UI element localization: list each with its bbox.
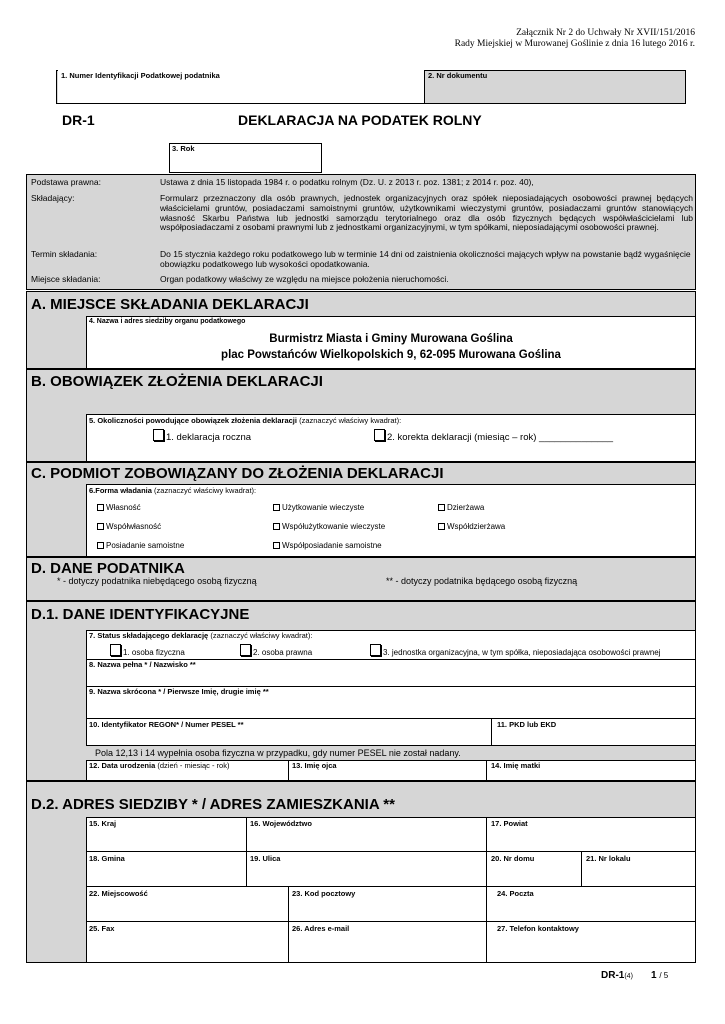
birth-date-label-text: 12. Data urodzenia <box>89 761 156 770</box>
wlasnosc-checkbox[interactable] <box>97 504 104 511</box>
attachment-header <box>455 28 695 51</box>
attachment-line-2: Rady Miejskiej w Murowanej Goślinie z dnia 16 lutego 2016 r. <box>454 39 695 50</box>
correction-checkbox[interactable] <box>374 429 385 441</box>
deadline-label: Termin składania: <box>31 249 98 259</box>
tax-office-address: plac Powstańców Wielkopolskich 9, 62-095 Murowana Goślina <box>221 349 561 361</box>
deadline-text: Do 15 stycznia każdego roku podatkowego lub w terminie 14 dni od zaistnienia okoliczności mających wpływ na powstanie bądź wygaśnięcie obowiązku podatkowego lub wysokości opodatkowania. <box>160 249 691 269</box>
posiadanie-checkbox[interactable] <box>97 542 104 549</box>
section-a-title: A. MIEJSCE SKŁADANIA DEKLARACJI <box>31 296 309 313</box>
note-legal-person: * - dotyczy podatnika niebędącego osobą fizyczną <box>57 576 257 586</box>
ownership-hint: (zaznaczyć właściwy kwadrat): <box>154 486 257 495</box>
voivodeship-label: 16. Województwo <box>250 819 312 828</box>
street-label: 19. Ulica <box>250 854 281 863</box>
birth-date-label <box>89 762 229 770</box>
natural-checkbox[interactable] <box>110 644 121 656</box>
wspoluzytkowanie-checkbox[interactable] <box>273 523 280 530</box>
regon-pesel-label: 10. Identyfikator REGON* / Numer PESEL ** <box>89 720 244 729</box>
wspoldzierzawa-label: Współdzierżawa <box>447 522 506 531</box>
posiadanie-label: Posiadanie samoistne <box>106 541 185 550</box>
annual-label: 1. deklaracja roczna <box>166 432 252 443</box>
pkd-label: 11. PKD lub EKD <box>497 720 557 729</box>
wspolwlasnosc-checkbox[interactable] <box>97 523 104 530</box>
org-label: 3. jednostka organizacyjna, w tym spółka, nieposiadająca osobowości prawnej <box>383 648 661 657</box>
top-divider <box>424 70 425 104</box>
attachment-line-1: Załącznik Nr 2 do Uchwały Nr XVII/151/2016 <box>516 28 695 38</box>
status-natural-option[interactable] <box>110 644 185 657</box>
footer-version: (4) <box>624 973 633 980</box>
section-d2-title: D.2. ADRES SIEDZIBY * / ADRES ZAMIESZKANIA ** <box>31 796 395 813</box>
doc-number-label: 2. Nr dokumentu <box>428 71 488 80</box>
option-wlasnosc[interactable] <box>97 503 141 512</box>
note-natural-person: ** - dotyczy podatnika będącego osobą fizyczną <box>386 576 578 586</box>
wspoldzierzawa-checkbox[interactable] <box>438 523 445 530</box>
option-wspoluzytkowanie[interactable] <box>273 522 385 531</box>
legal-checkbox[interactable] <box>240 644 251 656</box>
nip-label: 1. Numer Identyfikacji Podatkowej podatnika <box>61 71 220 80</box>
full-name-label: 8. Nazwa pełna * / Nazwisko ** <box>89 660 196 669</box>
wlasnosc-label: Własność <box>106 503 141 512</box>
page-number <box>651 970 668 981</box>
option-wspolwlasnosc[interactable] <box>97 522 161 531</box>
district-label: 17. Powiat <box>491 819 528 828</box>
city-label: 22. Miejscowość <box>89 889 148 898</box>
apartment-number-label: 21. Nr lokalu <box>586 854 631 863</box>
phone-label: 27. Telefon kontaktowy <box>497 924 579 933</box>
street-field[interactable] <box>246 851 487 887</box>
uzytkowanie-checkbox[interactable] <box>273 504 280 511</box>
ownership-label <box>89 487 256 495</box>
circumstances-label <box>89 417 401 425</box>
submitter-text: Formularz przeznaczony dla osób prawnych, jednostek organizacyjnych oraz spółek nieposiadających osobowości prawnej będących właścicielami gruntów, posiadaczami samoistnymi gruntów, użytkownikami wieczystymi gruntów, posiadaczami gruntów stanowiących własność Skarbu Państwa lub jednostki samorządu terytorialnego oraz dla osób fizycznych będących współwłaścicielami lub współposiadaczami z osobami prawnymi lub z jednostkami organizacyjnymi, w tym spółkami, nieposiadającymi osobowości prawnej. <box>160 193 693 233</box>
dzierzawa-label: Dzierżawa <box>447 503 485 512</box>
year-label: 3. Rok <box>172 144 195 153</box>
status-legal-option[interactable] <box>240 644 312 657</box>
post-office-label: 24. Poczta <box>497 889 534 898</box>
fax-label: 25. Fax <box>89 924 115 933</box>
status-hint: (zaznaczyć właściwy kwadrat): <box>210 631 313 640</box>
legal-basis-label: Podstawa prawna: <box>31 177 101 187</box>
option-wspoldzierzawa[interactable] <box>438 522 505 531</box>
place-text: Organ podatkowy właściwy ze względu na miejsce położenia nieruchomości. <box>160 274 449 284</box>
submitter-label: Składający: <box>31 193 75 203</box>
pesel-note: Pola 12,13 i 14 wypełnia osoba fizyczna w przypadku, gdy numer PESEL nie został nadany. <box>95 748 461 758</box>
section-d1-title: D.1. DANE IDENTYFIKACYJNE <box>31 606 250 623</box>
option-wspolposiadanie[interactable] <box>273 541 382 550</box>
circumstances-hint: (zaznaczyć właściwy kwadrat): <box>299 416 402 425</box>
status-org-option[interactable] <box>370 644 661 657</box>
status-label <box>89 632 312 640</box>
page-total: / 5 <box>659 971 669 980</box>
annual-declaration-option[interactable] <box>153 429 251 443</box>
page-current: 1 <box>651 970 657 981</box>
uzytkowanie-label: Użytkowanie wieczyste <box>282 503 365 512</box>
org-checkbox[interactable] <box>370 644 381 656</box>
form-title: DEKLARACJA NA PODATEK ROLNY <box>238 112 482 128</box>
short-name-label: 9. Nazwa skrócona * / Pierwsze Imię, drugie imię ** <box>89 687 269 696</box>
ownership-label-text: 6.Forma władania <box>89 486 152 495</box>
circumstances-label-text: 5. Okoliczności powodujące obowiązek złożenia deklaracji <box>89 416 297 425</box>
correction-declaration-option[interactable] <box>374 429 613 443</box>
tax-office-name: Burmistrz Miasta i Gminy Murowana Goślina <box>269 333 513 345</box>
dzierzawa-checkbox[interactable] <box>438 504 445 511</box>
legal-basis-text: Ustawa z dnia 15 listopada 1984 r. o podatku rolnym (Dz. U. z 2013 r. poz. 1381; z 2014 r. poz. 40), <box>160 177 534 187</box>
birth-date-hint: (dzień - miesiąc - rok) <box>157 761 230 770</box>
wspolposiadanie-checkbox[interactable] <box>273 542 280 549</box>
annual-checkbox[interactable] <box>153 429 164 441</box>
email-label: 26. Adres e-mail <box>292 924 350 933</box>
option-dzierzawa[interactable] <box>438 503 484 512</box>
footer-form-code: DR-1 <box>601 970 625 981</box>
section-d-title: D. DANE PODATNIKA <box>31 560 185 577</box>
wspoluzytkowanie-label: Współużytkowanie wieczyste <box>282 522 386 531</box>
form-code: DR-1 <box>62 112 95 128</box>
house-number-label: 20. Nr domu <box>491 854 535 863</box>
commune-label: 18. Gmina <box>89 854 125 863</box>
wspolwlasnosc-label: Współwłasność <box>106 522 162 531</box>
wspolposiadanie-label: Współposiadanie samoistne <box>282 541 382 550</box>
natural-label: 1. osoba fizyczna <box>123 648 185 657</box>
section-b-title: B. OBOWIĄZEK ZŁOŻENIA DEKLARACJI <box>31 373 323 390</box>
tax-office-label: 4. Nazwa i adres siedziby organu podatkowego <box>89 318 246 325</box>
postal-code-label: 23. Kod pocztowy <box>292 889 356 898</box>
footer-code <box>601 970 633 981</box>
option-posiadanie[interactable] <box>97 541 184 550</box>
mother-name-label: 14. Imię matki <box>491 761 541 770</box>
legal-label: 2. osoba prawna <box>253 648 313 657</box>
status-label-text: 7. Status składającego deklarację <box>89 631 209 640</box>
place-label: Miejsce składania: <box>31 274 101 284</box>
option-uzytkowanie[interactable] <box>273 503 364 512</box>
fax-field[interactable] <box>86 921 289 963</box>
correction-label: 2. korekta deklaracji (miesiąc – rok) ______________ <box>387 432 614 443</box>
father-name-label: 13. Imię ojca <box>292 761 337 770</box>
section-c-title: C. PODMIOT ZOBOWIĄZANY DO ZŁOŻENIA DEKLARACJI <box>31 465 444 482</box>
country-label: 15. Kraj <box>89 819 117 828</box>
